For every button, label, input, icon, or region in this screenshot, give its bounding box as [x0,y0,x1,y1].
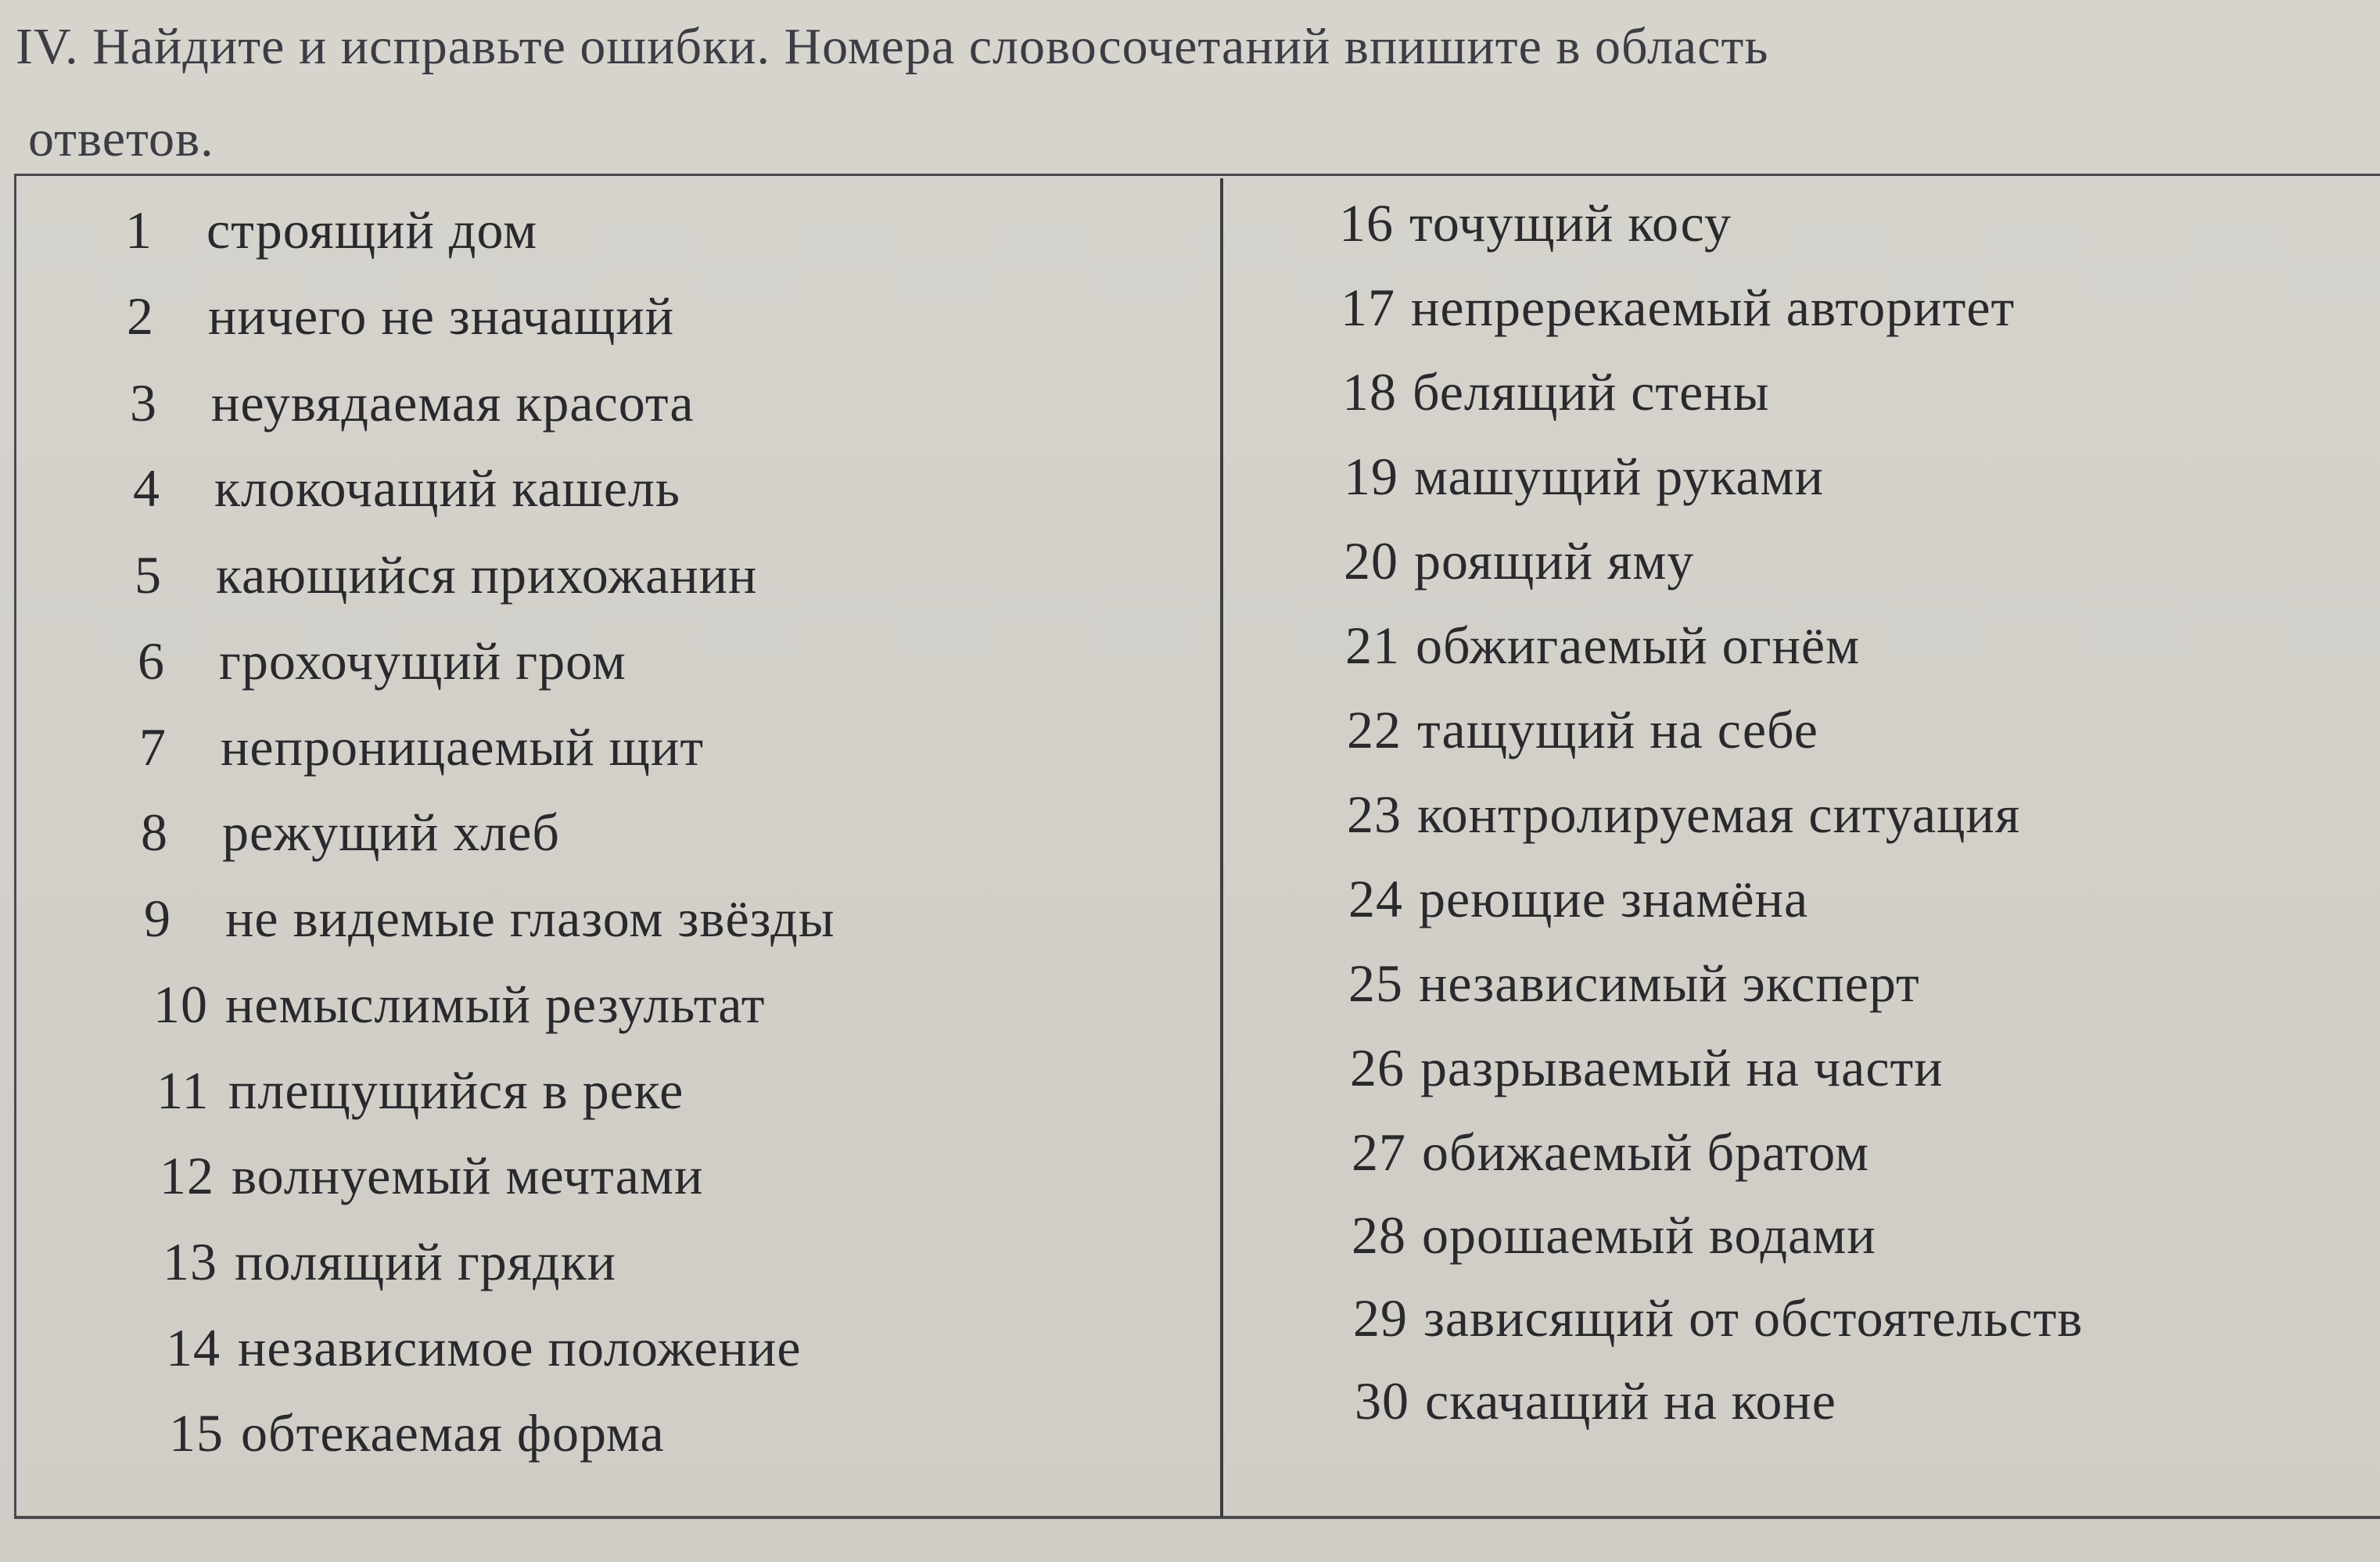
item-number: 12 [160,1146,214,1205]
item-phrase: полящий грядки [235,1232,617,1291]
item-number: 27 [1352,1122,1406,1182]
item-phrase: орошаемый водами [1422,1205,1876,1265]
item-phrase: тащущий на себе [1417,700,1818,759]
item-phrase: не видемые глазом звёзды [225,889,835,948]
item-number: 7 [139,717,167,777]
list-item [1348,868,1808,930]
list-item [160,1145,703,1207]
item-number: 15 [169,1403,224,1463]
item-number: 20 [1344,531,1398,591]
task-instruction-line-2: ответов. [28,110,214,167]
list-item [141,802,560,864]
list-item [1347,699,1818,761]
item-number: 11 [156,1061,210,1120]
item-number: 30 [1355,1371,1409,1431]
item-phrase: непроницаемый щит [221,717,705,777]
item-number: 5 [135,545,162,605]
list-item [130,372,695,434]
item-phrase: машущий руками [1414,447,1824,506]
item-phrase: строящий дом [206,200,538,260]
item-phrase: неувядаемая красота [211,373,695,433]
item-phrase: роящий яму [1414,531,1695,591]
item-phrase: грохочущий гром [219,631,626,691]
list-item [127,285,674,347]
item-phrase: немыслимый результат [225,975,766,1034]
list-item [1348,953,1920,1014]
item-number: 4 [133,458,160,518]
item-phrase: скачащий на коне [1425,1371,1836,1431]
item-number: 16 [1339,193,1394,253]
item-number: 9 [144,889,171,948]
list-item [1339,192,1732,254]
item-number: 2 [127,286,154,346]
item-phrase: реющие знамёна [1419,869,1809,928]
item-number: 1 [125,200,153,260]
column-divider [1220,178,1223,1517]
item-number: 14 [166,1318,221,1377]
list-item [133,458,680,519]
item-phrase: независимое положение [238,1318,802,1377]
item-phrase: волнуемый мечтами [232,1146,704,1205]
item-phrase: непререкаемый авторитет [1411,278,2016,337]
list-item [1353,1287,2083,1349]
list-item [144,888,835,950]
item-number: 19 [1344,447,1398,506]
list-item [166,1317,802,1379]
list-item [1341,277,2015,339]
item-number: 22 [1347,700,1402,759]
item-phrase: разрываемый на части [1420,1038,1944,1097]
list-item [125,199,537,261]
list-item [163,1231,616,1293]
item-phrase: клокочащий кашель [214,458,680,518]
item-number: 23 [1347,785,1402,844]
item-number: 29 [1353,1288,1408,1348]
list-item [1352,1205,1876,1266]
item-phrase: белящий стены [1413,362,1770,422]
item-number: 17 [1341,278,1395,337]
item-number: 10 [153,975,208,1034]
list-item [1355,1370,1836,1432]
item-number: 3 [130,373,157,433]
list-item [169,1402,665,1464]
item-phrase: ничего не значащий [208,286,675,346]
list-item [1347,784,2020,846]
list-item [1352,1122,1869,1183]
item-phrase: точущий косу [1409,193,1732,253]
item-number: 24 [1348,869,1403,928]
item-phrase: плещущийся в реке [228,1061,684,1120]
list-item [153,974,765,1036]
item-phrase: зависящий от обстоятельств [1423,1288,2084,1348]
item-phrase: контролируемая ситуация [1417,785,2021,844]
list-item [1344,530,1694,592]
list-item [1350,1037,1944,1099]
list-item [139,716,704,778]
list-item [138,630,626,692]
item-number: 26 [1350,1038,1405,1097]
item-number: 8 [141,803,168,862]
item-phrase: режущий хлеб [222,803,561,862]
item-number: 13 [163,1232,217,1291]
item-phrase: кающийся прихожанин [216,545,758,605]
item-number: 6 [138,631,165,691]
list-item [156,1060,684,1122]
list-item [1342,361,1769,423]
item-number: 28 [1352,1205,1406,1265]
list-item [1345,615,1860,677]
item-number: 25 [1348,953,1403,1013]
item-phrase: обжигаемый огнём [1416,616,1861,675]
item-phrase: независимый эксперт [1419,953,1920,1013]
list-item [135,544,757,606]
item-number: 18 [1342,362,1397,422]
item-phrase: обижаемый братом [1422,1122,1870,1182]
item-phrase: обтекаемая форма [241,1403,665,1463]
item-number: 21 [1345,616,1400,675]
list-item [1344,446,1824,508]
task-instruction-line-1: IV. Найдите и исправьте ошибки. Номера словосочетаний впишите в область [16,18,1769,75]
